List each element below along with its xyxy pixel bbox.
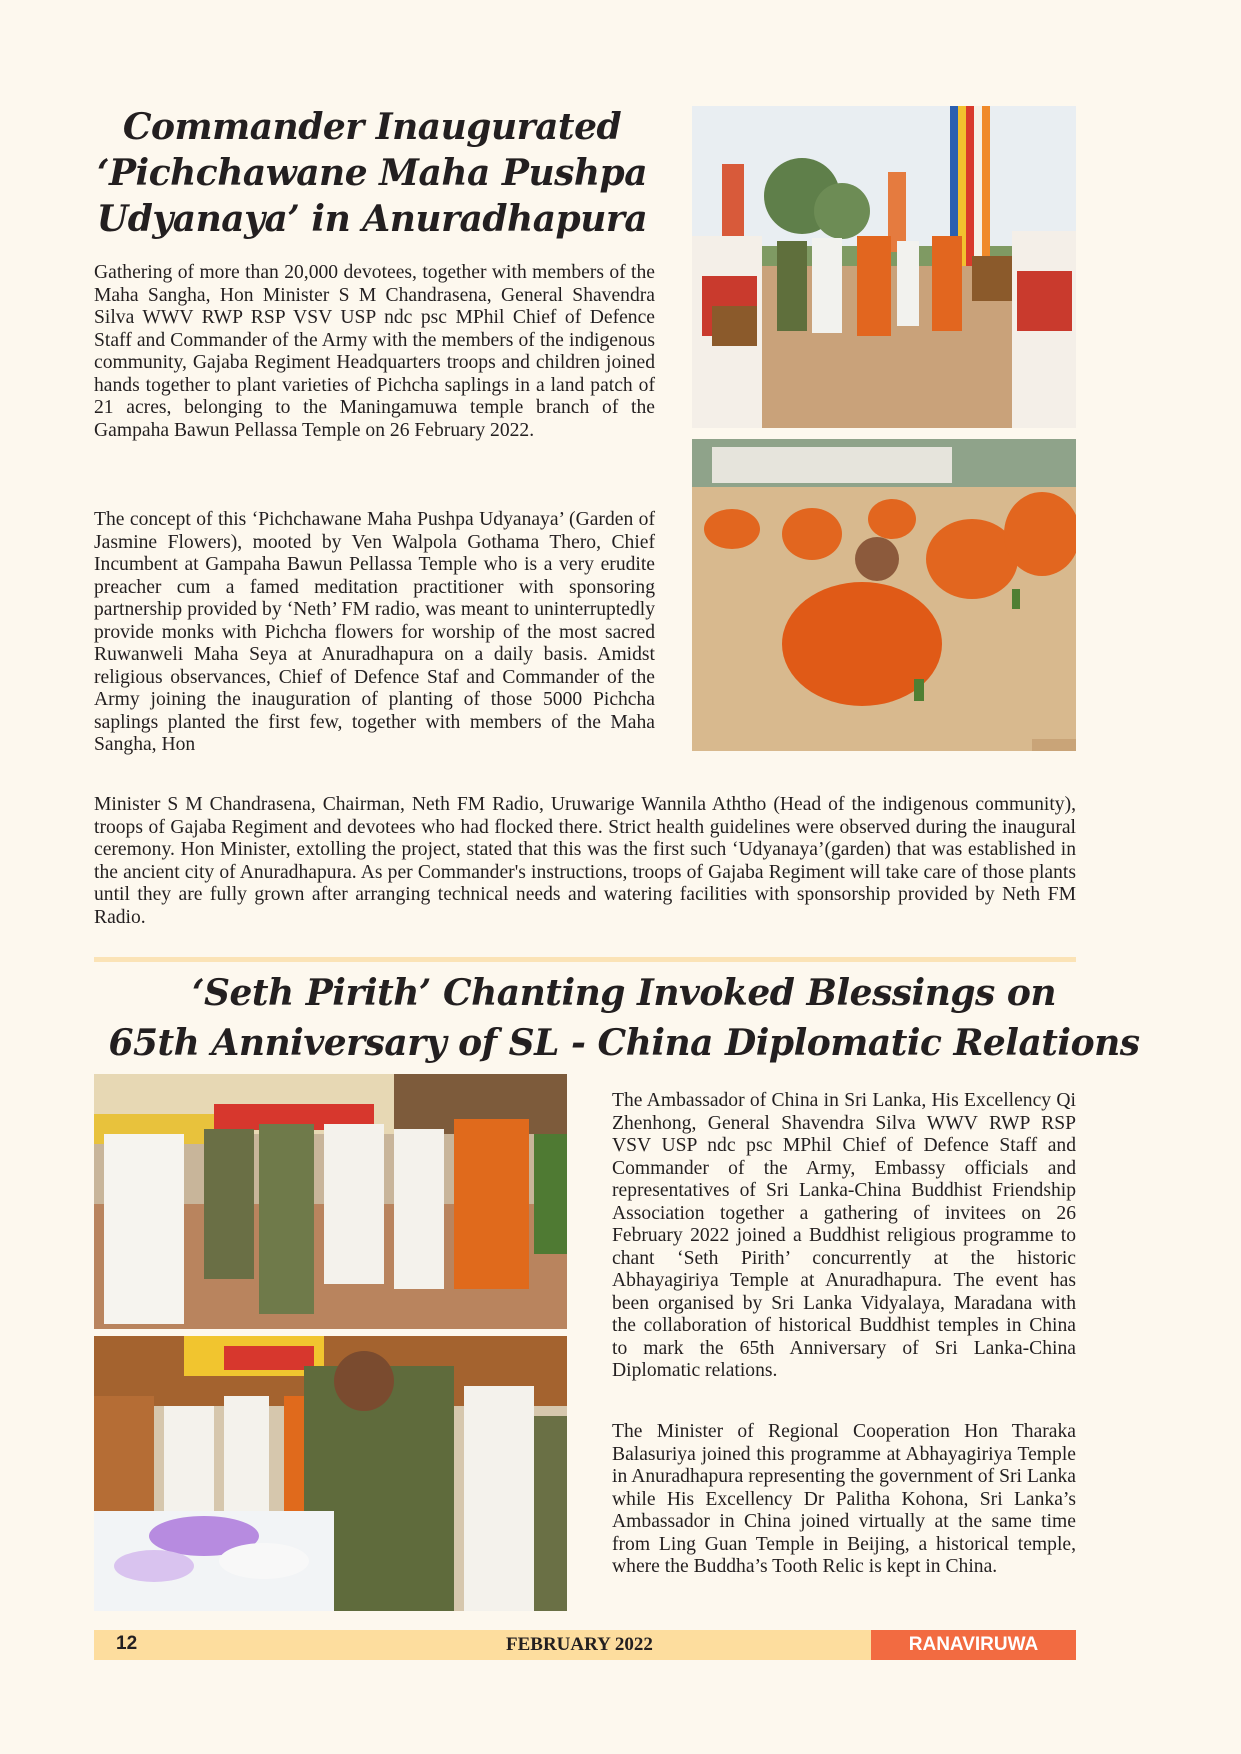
article2-headline [94,968,1154,1068]
page-number: 12 [116,1633,138,1654]
article2-para2-text: The Minister of Regional Cooperation Hon Tharaka Balasuriya joined this programme at Abhayagiriya Temple in Anuradhapura representing the government of Sri Lanka while His Excellency Dr Palitha Kohona, Sri Lanka’s Ambassador in China joined virtually at the same time from Ling Guan Temple in Beijing, a historical temple, where the Buddha’s Tooth Relic is kept in China. [612,1421,1076,1577]
article1-paragraph-2 [94,509,655,757]
flower-offering-photo [94,1336,567,1611]
article2-paragraph-2 [612,1421,1076,1579]
article1-title-line1: Commander Inaugurated [122,106,622,148]
monks-planting-photo [692,439,1076,751]
article2-para1-text: The Ambassador of China in Sri Lanka, His Excellency Qi Zhenhong, General Shavendra Silva WWV RWP RSP VSV USP ndc psc MPhil Chief of Defence Staff and Commander of the Army, Embassy officials and representatives of Sri Lanka-China Buddhist Friendship Association together a gathering of invitees on 26 February 2022 joined a Buddhist religious programme to chant ‘Seth Pirith’ concurrently at the historic Abhayagiriya Temple at Anuradhapura. The event has been organised by Sri Lanka Vidyalaya, Maradana with the collaboration of historical Buddhist temples in China to mark the 65th Anniversary of Sri Lanka-China Diplomatic relations. [612,1090,1076,1381]
article1-title-line3: Udyanaya’ in Anuradhapura [96,198,648,240]
article1-para3-text: Minister S M Chandrasena, Chairman, Neth FM Radio, Uruwarige Wannila Aththo (Head of the indigenous community), troops of Gajaba Regiment and devotees who had flocked there. Strict health guidelines were observed during the inaugural ceremony. Hon Minister, extolling the project, stated that this was the first such ‘Udyanaya’(garden) that was established in the ancient city of Anuradhapura. As per Commander's instructions, troops of Gajaba Regiment will take care of those plants until they are fully grown after arranging technical needs and watering facilities with sponsorship provided by Neth FM Radio. [94,794,1076,928]
article1-headline [94,104,650,242]
article2-title-line2: 65th Anniversary of SL - China Diplomatic Relations [108,1022,1140,1064]
issue-date: FEBRUARY 2022 [506,1634,653,1655]
article1-paragraph-1 [94,262,655,442]
section-divider [94,957,1076,962]
magazine-brand: RANAVIRUWA [871,1630,1076,1660]
article1-paragraph-3 [94,794,1076,929]
article2-title-line1: ‘Seth Pirith’ Chanting Invoked Blessings on [191,972,1057,1014]
dignitaries-walking-photo [94,1074,567,1329]
article1-para1-text: Gathering of more than 20,000 devotees, together with members of the Maha Sangha, Hon Minister S M Chandrasena, General Shavendra Silva WWV RWP RSP VSV USP ndc psc MPhil Chief of Defence Staff and Commander of the Army with the members of the indigenous community, Gajaba Regiment Headquarters troops and children joined hands together to plant varieties of Pichcha saplings in a land patch of 21 acres, belonging to the Maningamuwa temple branch of the Gampaha Bawun Pellassa Temple on 26 February 2022. [94,262,655,441]
article2-paragraph-1 [612,1090,1076,1383]
page-footer [94,1630,1076,1660]
article1-para2-text: The concept of this ‘Pichchawane Maha Pushpa Udyanaya’ (Garden of Jasmine Flowers), mooted by Ven Walpola Gothama Thero, Chief Incumbent at Gampaha Bawun Pellassa Temple who is a very erudite preacher cum a famed meditation practitioner with sponsoring partnership provided by ‘Neth’ FM radio, was meant to uninterruptedly provide monks with Pichcha flowers for worship of the most sacred Ruwanweli Maha Seya at Anuradhapura on a daily basis. Amidst religious observances, Chief of Defence Staf and Commander of the Army joining the inauguration of planting of those 5000 Pichcha saplings planted the first few, together with members of the Maha Sangha, Hon [94,509,655,755]
procession-photo [692,106,1076,428]
article1-title-line2: ‘Pichchawane Maha Pushpa [96,152,648,194]
